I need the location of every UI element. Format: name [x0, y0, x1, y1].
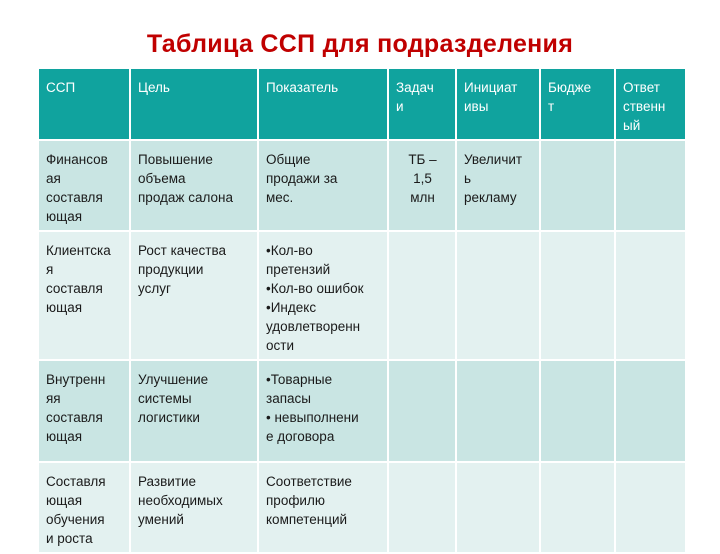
header-indicator: Показатель [258, 68, 388, 140]
table-row [38, 462, 686, 553]
cell-indicator: •Товарные запасы • невыполнени е договора [258, 360, 388, 462]
cell-goal: Повышение объема продаж салона [130, 140, 258, 231]
table-row [38, 140, 686, 231]
cell-goal: Улучшение системы логистики [130, 360, 258, 462]
cell-indicator: •Кол-во претензий •Кол-во ошибок •Индекс удовлетворенн ости [258, 231, 388, 360]
cell-initiatives: Увеличит ь рекламу [456, 140, 540, 231]
header-responsible: Ответ ственн ый [615, 68, 686, 140]
header-goal: Цель [130, 68, 258, 140]
cell-indicator: Соответствие профилю компетенций [258, 462, 388, 553]
cell-tasks [388, 462, 456, 553]
cell-responsible [615, 462, 686, 553]
cell-tasks [388, 360, 456, 462]
cell-responsible [615, 360, 686, 462]
cell-budget [540, 360, 615, 462]
header-budget: Бюдже т [540, 68, 615, 140]
cell-responsible [615, 140, 686, 231]
cell-budget [540, 462, 615, 553]
cell-ssp: Клиентска я составля ющая [38, 231, 130, 360]
cell-budget [540, 140, 615, 231]
cell-indicator: Общие продажи за мес. [258, 140, 388, 231]
cell-goal: Развитие необходимых умений [130, 462, 258, 553]
ssp-table [37, 67, 687, 554]
table-row [38, 231, 686, 360]
cell-tasks: ТБ – 1,5 млн [388, 140, 456, 231]
cell-ssp: Составля ющая обучения и роста [38, 462, 130, 553]
header-tasks: Задач и [388, 68, 456, 140]
cell-initiatives [456, 462, 540, 553]
header-ssp: ССП [38, 68, 130, 140]
cell-budget [540, 231, 615, 360]
cell-tasks [388, 231, 456, 360]
table-header-row [38, 68, 686, 140]
table-row [38, 360, 686, 462]
page-title: Таблица ССП для подразделения [146, 30, 574, 58]
cell-ssp: Финансов ая составля ющая [38, 140, 130, 231]
cell-initiatives [456, 360, 540, 462]
cell-goal: Рост качества продукции услуг [130, 231, 258, 360]
header-initiatives: Инициат ивы [456, 68, 540, 140]
cell-ssp: Внутренн яя составля ющая [38, 360, 130, 462]
cell-initiatives [456, 231, 540, 360]
cell-responsible [615, 231, 686, 360]
